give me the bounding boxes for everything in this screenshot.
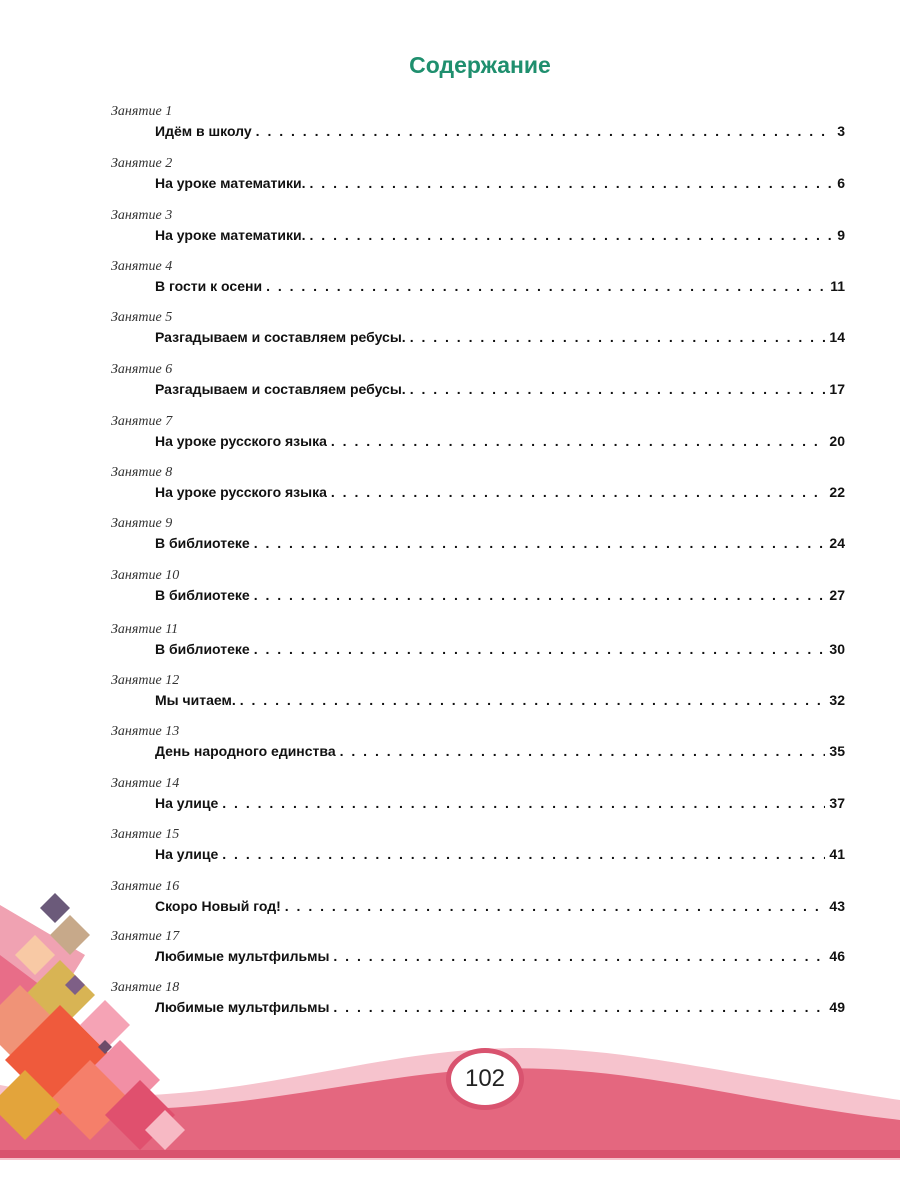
leader-dots: [333, 948, 825, 964]
toc-entry: [0, 929, 900, 973]
toc-row: [155, 329, 845, 345]
entry-page: 9: [837, 227, 845, 243]
toc-entry: [0, 879, 900, 923]
toc-entry: [0, 827, 900, 871]
entry-page: 3: [837, 123, 845, 139]
toc-entry: [0, 673, 900, 717]
lesson-label: Занятие 11: [111, 622, 179, 637]
lesson-label: Занятие 10: [111, 568, 180, 583]
leader-dots: [254, 587, 826, 603]
entry-page: 37: [829, 795, 845, 811]
entry-title: В библиотеке: [155, 535, 250, 551]
toc-row: [155, 692, 845, 708]
lesson-label: Занятие 8: [111, 465, 173, 480]
entry-page: 35: [829, 743, 845, 759]
entry-title: На улице: [155, 795, 219, 811]
toc-entry: [0, 568, 900, 612]
entry-title: На уроке русского языка: [155, 433, 327, 449]
leader-dots: [285, 898, 826, 914]
lesson-label: Занятие 5: [111, 310, 173, 325]
toc-entry: [0, 724, 900, 768]
entry-page: 6: [837, 175, 845, 191]
lesson-label: Занятие 2: [111, 156, 173, 171]
entry-page: 30: [829, 641, 845, 657]
entry-page: 46: [829, 948, 845, 964]
entry-page: 11: [830, 278, 845, 294]
toc-entry: [0, 310, 900, 354]
toc-row: [155, 535, 845, 551]
toc-entry: [0, 104, 900, 148]
entry-title: Любимые мультфильмы: [155, 999, 330, 1015]
toc-row: [155, 381, 845, 397]
toc-entry: [0, 516, 900, 560]
leader-dots: [410, 381, 826, 397]
entry-title: В библиотеке: [155, 641, 250, 657]
entry-page: 17: [829, 381, 845, 397]
toc-row: [155, 433, 845, 449]
toc-row: [155, 898, 845, 914]
entry-page: 20: [829, 433, 845, 449]
leader-dots: [410, 329, 826, 345]
toc-entry: [0, 465, 900, 509]
lesson-label: Занятие 13: [111, 724, 180, 739]
entry-title: Мы читаем.: [155, 692, 236, 708]
page-number-badge: 102: [446, 1048, 524, 1110]
entry-title: Любимые мультфильмы: [155, 948, 330, 964]
leader-dots: [256, 123, 834, 139]
toc-entry: [0, 362, 900, 406]
toc-row: [155, 743, 845, 759]
toc-row: [155, 175, 845, 191]
entry-page: 24: [829, 535, 845, 551]
lesson-label: Занятие 4: [111, 259, 173, 274]
toc-entry: [0, 156, 900, 200]
toc-entry: [0, 622, 900, 666]
leader-dots: [310, 227, 834, 243]
lesson-label: Занятие 12: [111, 673, 180, 688]
leader-dots: [254, 641, 826, 657]
entry-title: Идём в школу: [155, 123, 252, 139]
leader-dots: [222, 795, 825, 811]
toc-entry: [0, 980, 900, 1024]
entry-page: 43: [829, 898, 845, 914]
toc-entry: [0, 414, 900, 458]
lesson-label: Занятие 9: [111, 516, 173, 531]
lesson-label: Занятие 6: [111, 362, 173, 377]
entry-title: На уроке математики.: [155, 227, 306, 243]
lesson-label: Занятие 15: [111, 827, 180, 842]
entry-page: 41: [829, 846, 845, 862]
toc-row: [155, 123, 845, 139]
leader-dots: [266, 278, 826, 294]
entry-page: 22: [829, 484, 845, 500]
entry-title: На уроке математики.: [155, 175, 306, 191]
leader-dots: [331, 433, 826, 449]
leader-dots: [310, 175, 834, 191]
lesson-label: Занятие 17: [111, 929, 180, 944]
entry-title: На уроке русского языка: [155, 484, 327, 500]
leader-dots: [340, 743, 826, 759]
footer-strip: [0, 1150, 900, 1158]
toc-row: [155, 227, 845, 243]
entry-title: В библиотеке: [155, 587, 250, 603]
lesson-label: Занятие 16: [111, 879, 180, 894]
lesson-label: Занятие 14: [111, 776, 180, 791]
leader-dots: [331, 484, 826, 500]
toc-row: [155, 999, 845, 1015]
entry-title: День народного единства: [155, 743, 336, 759]
lesson-label: Занятие 1: [111, 104, 173, 119]
entry-page: 49: [829, 999, 845, 1015]
toc-row: [155, 484, 845, 500]
toc-entry: [0, 776, 900, 820]
entry-title: В гости к осени: [155, 278, 263, 294]
leader-dots: [254, 535, 826, 551]
toc-row: [155, 795, 845, 811]
lesson-label: Занятие 18: [111, 980, 180, 995]
toc-row: [155, 587, 845, 603]
lesson-label: Занятие 7: [111, 414, 173, 429]
leader-dots: [222, 846, 825, 862]
toc-entry: [0, 259, 900, 303]
entry-title: На улице: [155, 846, 219, 862]
entry-title: Разгадываем и составляем ребусы.: [155, 381, 406, 397]
page-title: Содержание: [409, 52, 551, 78]
toc-row: [155, 278, 845, 294]
leader-dots: [240, 692, 826, 708]
entry-title: Разгадываем и составляем ребусы.: [155, 329, 406, 345]
leader-dots: [333, 999, 825, 1015]
entry-page: 14: [829, 329, 845, 345]
toc-entry: [0, 208, 900, 252]
toc-row: [155, 641, 845, 657]
toc-row: [155, 948, 845, 964]
entry-title: Скоро Новый год!: [155, 898, 281, 914]
entry-page: 32: [829, 692, 845, 708]
entry-page: 27: [829, 587, 845, 603]
lesson-label: Занятие 3: [111, 208, 173, 223]
toc-row: [155, 846, 845, 862]
